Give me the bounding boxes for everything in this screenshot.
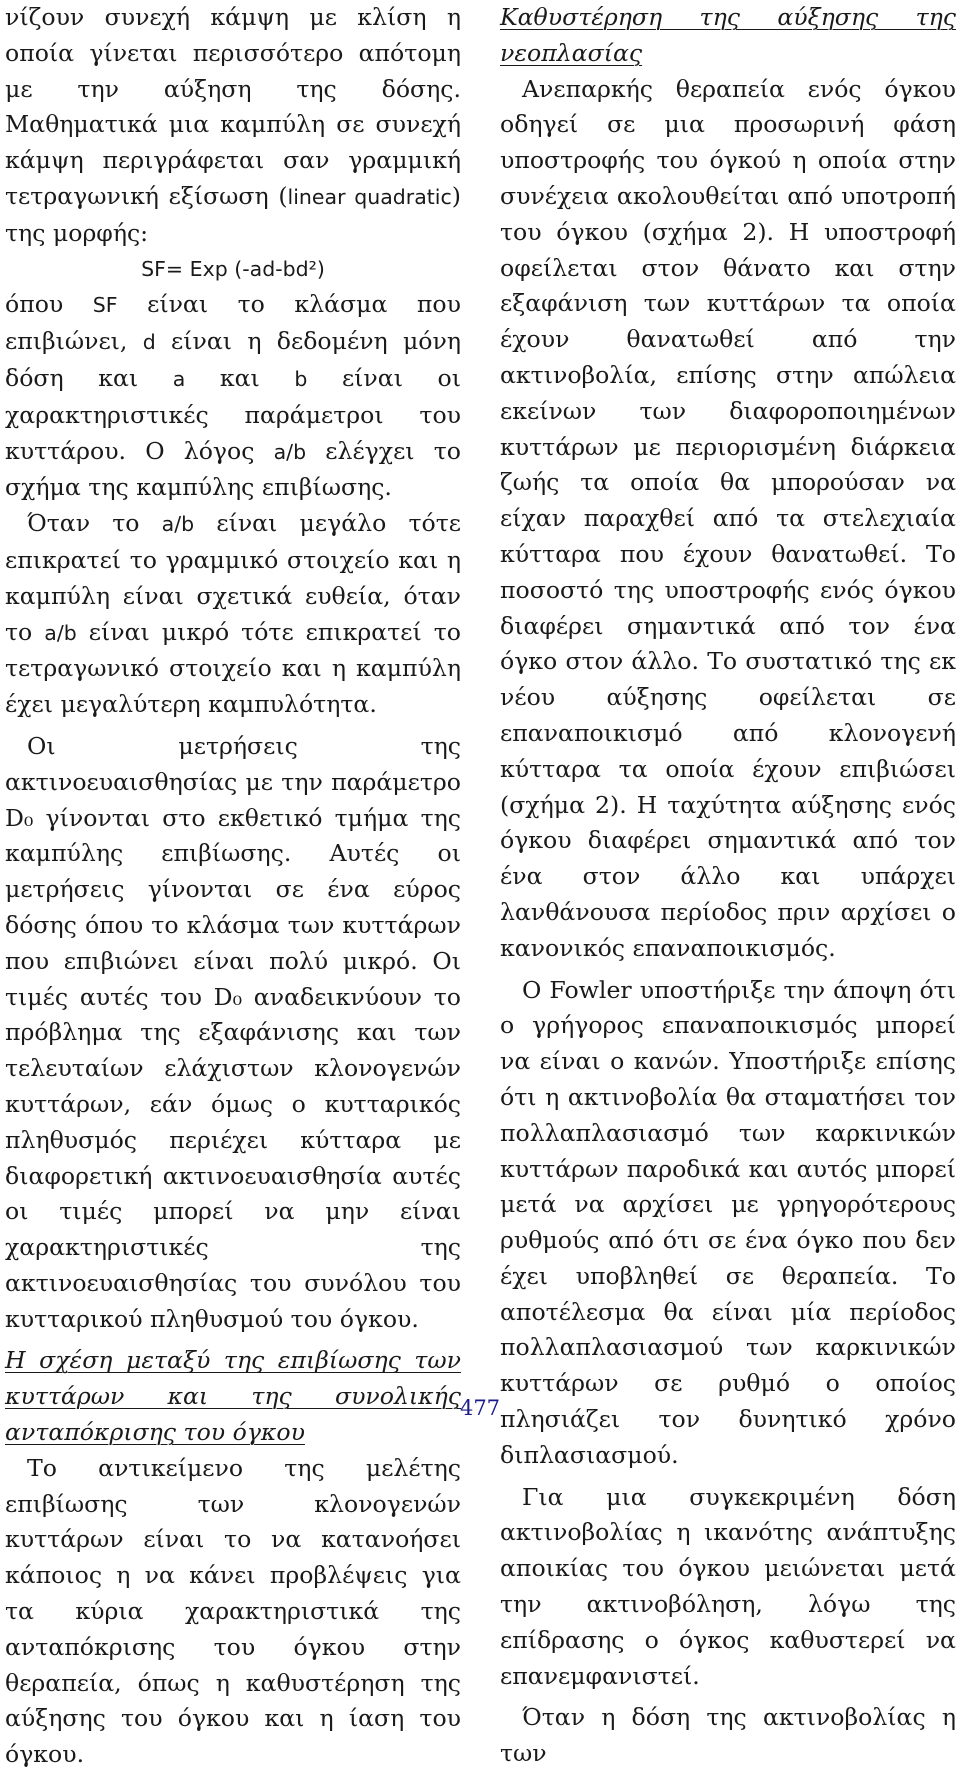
text-run: νίζουν συνεχή κάμψη με κλίση η οποία γίνεται περισσότερο απότομη με την αύξηση της δόσης. Μαθηματικά μια καμπύλη σε συνεχή κάμψη περιγράφεται σαν γραμμική τετραγωνική εξίσωση ( — [5, 3, 461, 210]
text-run: είναι μεγάλο τότε επικρατεί το γραμμικό στοιχείο και η καμπύλη είναι σχετικά ευθεία, όταν το — [5, 509, 461, 646]
symbol-a: a — [172, 366, 186, 391]
paragraph-fowler: Ο Fowler υποστήριξε την άποψη ότι ο γρήγορος επαναποικισμός μπορεί να είναι ο κανών. Υποστήριξε επίσης ότι η ακτινοβολία θα σταματήσει τον πολλαπλασιασμό των καρκινικών κυττάρων παροδικά και αυτός μπορεί μετά να αρχίσει με γρηγορότερους ρυθμούς από ότι σε ένα όγκο που δεν έχει υποβληθεί σε θεραπεία. Το αποτέλεσμα θα είναι μία περίοδος πολλαπλασιασμού των καρκινικών κυττάρων σε ρυθμό ο οποίος πλησιάζει τον δυνητικό χρόνο διπλασιασμού. — [500, 975, 956, 1469]
text-run: είναι το κλάσμα που επιβιώνει, — [5, 290, 461, 356]
text-run: και — [185, 363, 295, 392]
text-run: ) της μορφής: — [5, 181, 461, 247]
text-run: είναι η δεδομένη μόνη δόση και — [5, 327, 461, 392]
text-run: ελέγχει το σχήμα της καμπύλης επιβίωσης. — [5, 436, 461, 502]
paragraph-clonogenic: Το αντικείμενο της μελέτης επιβίωσης των κλονογενών κυττάρων είναι το να κατανοήσει κάποιος η να κάνει προβλέψεις για τα κύρια χαρακτηριστικά της ανταπόκρισης του όγκου στην θεραπεία, όπως η καθυστέρηση της αύξησης του όγκου και η ίαση του όγκου. — [5, 1453, 461, 1769]
symbol-b: b — [294, 366, 308, 391]
text-run: είναι μικρό τότε επικρατεί το τετραγωνικό στοιχείο και η καμπύλη έχει μεγαλύτερη καμπυλότητα. — [5, 617, 461, 719]
right-column — [500, 0, 956, 1772]
paragraph-dose-colony: Για μια συγκεκριμένη δόση ακτινοβολίας η ικανότης ανάπτυξης αποικίας του όγκου μειώνεται μετά την ακτινοβόληση, λόγω της επίδρασης ο όγκος καθυστερεί να επανεμφανιστεί. — [500, 1482, 956, 1690]
paragraph-dose-continued: Όταν η δόση της ακτινοβολίας η των — [500, 1703, 956, 1768]
section-heading-growth-delay: Καθυστέρηση της αύξησης της νεοπλασίας — [500, 3, 956, 67]
symbol-ab: a/b — [161, 512, 195, 537]
latin-term: linear quadratic — [287, 184, 452, 209]
text-run: είναι οι χαρακτηριστικές παράμετροι του κυττάρου. Ο λόγος — [5, 363, 461, 465]
text-run: Όταν το — [27, 509, 162, 538]
paragraph-regression: Ανεπαρκής θεραπεία ενός όγκου οδηγεί σε μια προσωρινή φάση υποστροφής του όγκού η οποία στην συνέχεια ακολουθείται από υποτροπή του όγκου (σχήμα 2). Η υποστροφή οφείλεται στον θάνατο και στην εξαφάνιση των κυττάρων τα οποία έχουν θανατωθεί από την ακτινοβολία, επίσης στην απώλεια εκείνων των διαφοροποιημένων κυττάρων με περιορισμένη διάρκεια ζωής τα οποία θα μπορούσαν να είχαν παραχθεί από τα στελεχιαία κύτταρα που έχουν θανατωθεί. Το ποσοστό της υποστροφής ενός όγκου διαφέρει σημαντικά από τον ένα όγκο στον άλλο. Το συστατικό της εκ νέου αύξησης οφείλεται σε επαναποικισμό από κλονογενή κύτταρα τα οποία έχουν επιβιώσει (σχήμα 2). Η ταχύτητα αύξησης ενός όγκου διαφέρει σημαντικά από τον ένα στον άλλο και υπάρχει λανθάνουσα περίοδος πριν αρχίσει ο κανονικός επαναποικισμός. — [500, 74, 956, 962]
section-heading-survival: Η σχέση μεταξύ της επιβίωσης των κυττάρων και της συνολικής ανταπόκρισης του όγκου — [5, 1346, 461, 1447]
paragraph-d0: Οι μετρήσεις της ακτινοευαισθησίας με την παράμετρο D₀ γίνονται στο εκθετικό τμήμα της καμπύλης επιβίωσης. Αυτές οι μετρήσεις γίνονται σε ένα εύρος δόσης όπου το κλάσμα των κυττάρων που επιβιώνει είναι πολύ μικρό. Οι τιμές αυτές του D₀ αναδεικνύουν το πρόβλημα της εξαφάνισης και των τελευταίων ελάχιστων κλονογενών κυττάρων, εάν όμως ο κυτταρικός πληθυσμός περιέχει κύτταρα με διαφορετική ακτινοευαισθησία αυτές οι τιμές μπορεί να μην είναι χαρακτηριστικές της ακτινοευαισθησίας του συνόλου του κυτταρικού πληθυσμού του όγκου. — [5, 731, 461, 1333]
symbol-ab: a/b — [273, 439, 307, 464]
page-number: 477 — [459, 1396, 501, 1420]
symbol-ab: a/b — [44, 620, 77, 645]
symbol-d: d — [142, 330, 156, 355]
paragraph-symbols — [5, 287, 461, 506]
formula: SF= Exp (-ad-bd²) — [141, 256, 325, 281]
paragraph-linear-quadratic — [5, 0, 461, 252]
left-column — [5, 0, 461, 1773]
paragraph-ratio — [5, 506, 461, 723]
text-run: όπου — [5, 290, 93, 319]
symbol-sf: SF — [92, 293, 118, 318]
